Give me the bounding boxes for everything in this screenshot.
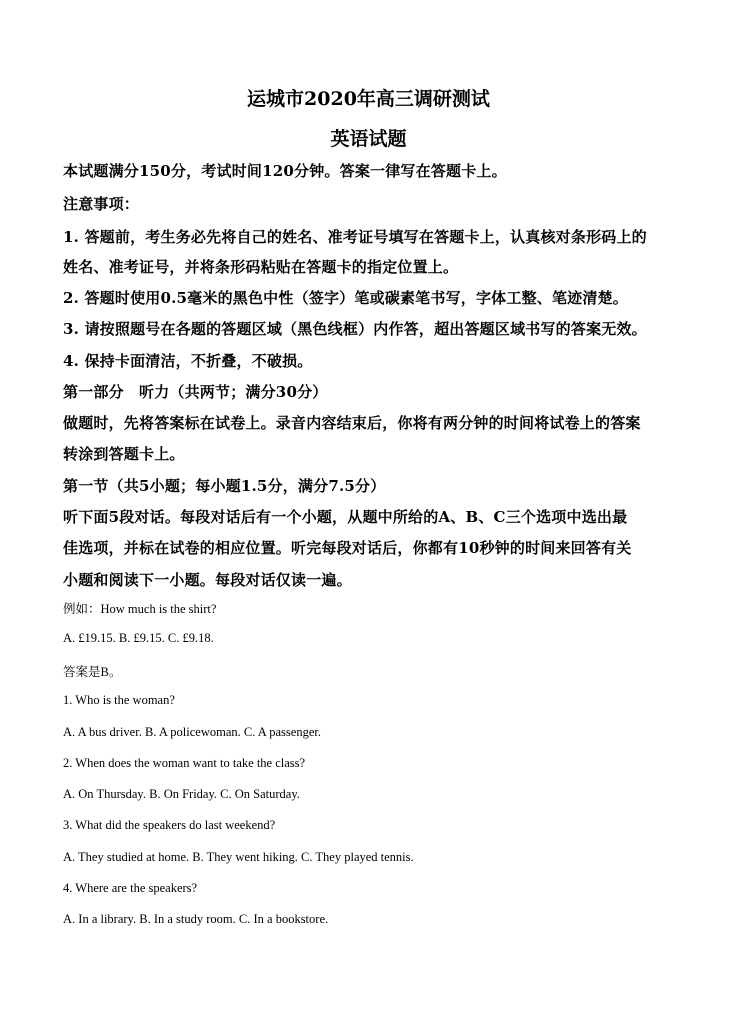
section1-instruction-line: 佳选项，并标在试卷的相应位置。听完每段对话后，你都有10秒钟的时间来回答有关 [63, 539, 632, 557]
notice-line: 2. 答题时使用0.5毫米的黑色中性（签字）笔或碳素笔书写，字体工整、笔迹清楚。 [63, 289, 628, 307]
notice-line: 1. 答题前，考生务必先将自己的姓名、准考证号填写在答题卡上，认真核对条形码上的 [63, 228, 647, 246]
section1-heading: 第一节（共5小题；每小题1.5分，满分7.5分） [63, 477, 386, 495]
notice-line: 姓名、准考证号，并将条形码粘贴在答题卡的指定位置上。 [63, 258, 459, 276]
question-options: A. On Thursday. B. On Friday. C. On Saturday. [63, 787, 300, 801]
question-options: A. A bus driver. B. A policewoman. C. A passenger. [63, 725, 321, 739]
notice-heading: 注意事项： [63, 195, 140, 213]
question-text: 2. When does the woman want to take the class? [63, 756, 306, 770]
part1-instruction-line: 做题时，先将答案标在试卷上。录音内容结束后，你将有两分钟的时间将试卷上的答案 [63, 414, 641, 432]
section1-instruction-line: 听下面5段对话。每段对话后有一个小题，从题中所给的A、B、C三个选项中选出最 [63, 508, 628, 526]
example-options: A. £19.15. B. £9.15. C. £9.18. [63, 631, 214, 645]
intro-text: 本试题满分150分，考试时间120分钟。答案一律写在答题卡上。 [63, 162, 507, 180]
part1-heading: 第一部分 听力（共两节；满分30分） [63, 383, 328, 401]
section1-instruction-line: 小题和阅读下一小题。每段对话仅读一遍。 [63, 571, 352, 589]
page-subtitle: 英语试题 [330, 128, 407, 150]
example-answer: 答案是B。 [63, 665, 122, 679]
question-options: A. In a library. B. In a study room. C. In a bookstore. [63, 912, 329, 926]
example-question: 例如：How much is the shirt? [63, 602, 217, 616]
notice-line: 3. 请按照题号在各题的答题区域（黑色线框）内作答，超出答题区域书写的答案无效。 [63, 320, 647, 338]
question-text: 4. Where are the speakers? [63, 881, 198, 895]
question-options: A. They studied at home. B. They went hiking. C. They played tennis. [63, 850, 414, 864]
question-text: 1. Who is the woman? [63, 693, 175, 707]
question-text: 3. What did the speakers do last weekend? [63, 818, 276, 832]
notice-line: 4. 保持卡面清洁，不折叠，不破损。 [63, 352, 313, 370]
part1-instruction-line: 转涂到答题卡上。 [63, 445, 185, 463]
page-title: 运城市2020年高三调研测试 [247, 88, 490, 110]
